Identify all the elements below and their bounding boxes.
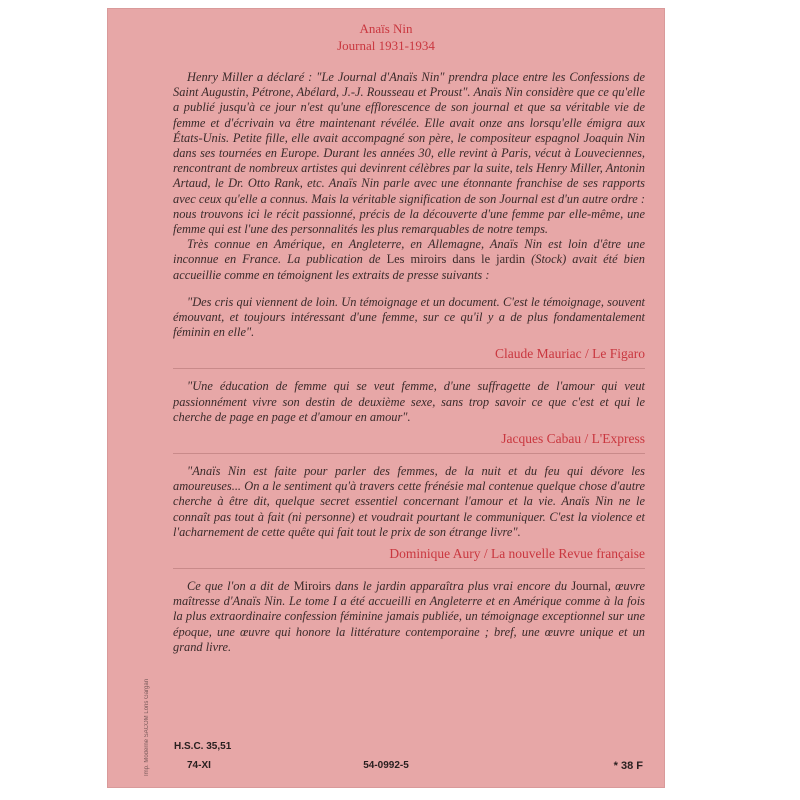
intro-text-a: Très connue en Amérique, en Angleterre, en Allemagne, Anaïs Nin est loin d'être une inconnue en France. La publication de (173, 237, 645, 267)
press-source-2: Jacques Cabau / L'Express (501, 431, 645, 447)
intro-text-b: (Stock) avait été bien accueillie comme en témoignent les extraits de presse suivants : (173, 252, 645, 282)
intro-paragraph-2 (173, 237, 645, 283)
divider (173, 368, 645, 369)
divider (173, 568, 645, 569)
book-title: Journal 1931-1934 (337, 38, 435, 53)
price-code: H.S.C. 35,51 (174, 741, 232, 752)
blurb-body (173, 70, 645, 655)
closing-text-c: , œuvre maîtresse d'Anaïs Nin. Le tome I a été accueilli en Angleterre et en Amérique comme à la fois la plus extraordinaire confession féminine jamais publiée, un témoignage exceptionnel sur une époque, une œuvre qui honore la littérature contemporaine ; bref, une œuvre unique et un grand livre. (173, 579, 645, 654)
price: * 38 F (613, 760, 643, 772)
closing-text-a: Ce que l'on a dit de (187, 579, 294, 594)
author-name: Anaïs Nin (359, 21, 413, 36)
press-quote-3: "Anaïs Nin est faite pour parler des femmes, de la nuit et du feu qui dévore les amoureuses... On a le sentiment qu'à travers cette frénésie mal contenue quelque chose d'autre cherche à être dit, quelque secret essentiel concernant l'amour et la vie. Anaïs Nin ne le connaît pas tout à fait (ni personne) et voudrait pourtant le communiquer. C'est la violence et l'acharnement de cette quête qui fait tout le prix de son étrange livre". (173, 464, 645, 539)
intro-book-title: Les miroirs dans le jardin (386, 252, 526, 267)
press-source-3: Dominique Aury / La nouvelle Revue française (389, 546, 645, 562)
closing-title-1: Miroirs (293, 579, 331, 594)
closing-paragraph (173, 579, 645, 655)
header (107, 20, 665, 54)
intro-paragraph-1: Henry Miller a déclaré : "Le Journal d'Anaïs Nin" prendra place entre les Confessions de Saint Augustin, Pétrone, Abélard, J.-J. Rousseau et Proust". Anaïs Nin considère que ce qu'elle a publié jusqu'à ce jour n'est qu'une efflorescence de son journal et que sa véritable vie de femme et d'écrivain va être maintenant révélée. Elle avait onze ans lorsqu'elle émigra aux États-Unis. Petite fille, elle avait accompagné son père, le compositeur espagnol Joaquin Nin dans ses tournées en Europe. Durant les années 30, elle revint à Paris, vécut à Louveciennes, rencontrant de nombreux artistes qui devinrent célèbres par la suite, tels Henry Miller, Antonin Artaud, le Dr. Otto Rank, etc. Anaïs Nin parle avec une étonnante franchise de ses rapports avec ceux qu'elle a connus. Mais la véritable signification de son Journal est d'un autre ordre : nous trouvons ici le récit passionné, précis de la découverte d'une femme par elle-même, une femme qui est l'une des personnalités les plus remarquables de notre temps. (173, 70, 645, 237)
series-code: 74-XI (187, 760, 211, 771)
closing-title-2: Journal (571, 579, 608, 594)
divider (173, 453, 645, 454)
isbn-code: 54-0992-5 (363, 760, 409, 771)
press-quote-1: "Des cris qui viennent de loin. Un témoignage et un document. C'est le témoignage, souvent émouvant, et toujours intéressant d'une femme, sur ce qu'il y a de plus fondamentalement féminin en elle". (173, 294, 645, 340)
printer-imprint: Imp. Moderne SACOM Lons Gargan (144, 678, 150, 776)
book-back-cover (107, 8, 665, 788)
closing-text-b: dans le jardin apparaîtra plus vrai encore du (330, 579, 572, 594)
press-quote-2: "Une éducation de femme qui se veut femme, d'une suffragette de l'amour qui veut passionnément vivre son destin de deuxième sexe, sans trop savoir ce que c'est et qui le cherche de page en page et d'amour en amour". (173, 379, 645, 424)
press-source-1: Claude Mauriac / Le Figaro (495, 346, 645, 362)
